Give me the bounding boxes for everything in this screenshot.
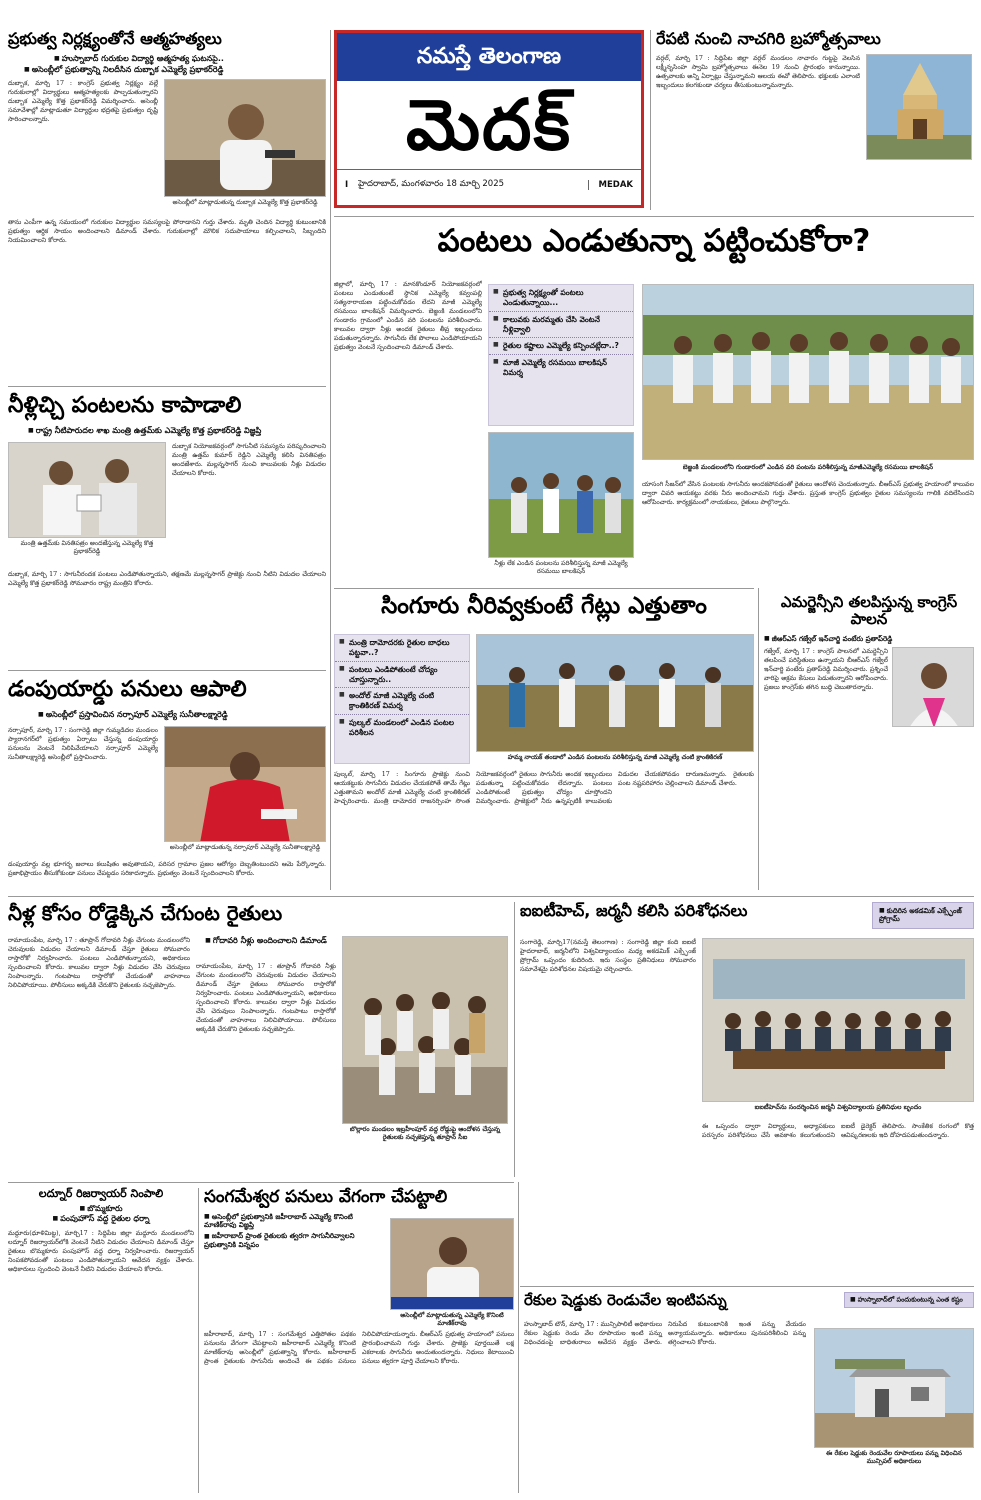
chegunta-photo (342, 936, 508, 1124)
mla-manikrao-photo (390, 1218, 514, 1310)
article-suicide-sub-1: ■ హుస్నాబాద్ గురుకుల విద్యార్థి ఆత్మహత్య ఘటనపై.. (54, 54, 326, 64)
article-dumpyard-body: నర్సాపూర్, మార్చి 17 : సంగారెడ్డి జిల్లా గుమ్మడిదల మండలం ప్యారానగర్‌లో ప్రభుత్వం ఏర్పాటు చేస్తున్న డంపుయార్డు పనులను వెంటనే నిలిపివేయాలని నర్సాపూర్ ఎమ్మెల్యే సునీతాలక్ష్మారెడ్డి అసెంబ్లీలో ప్రస్తావించారు. (8, 726, 158, 761)
shed-photo (814, 1328, 974, 1448)
sangameshwara-headline: సంగమేశ్వర పనులు వేగంగా చేపట్టాలి (204, 1187, 448, 1207)
left-column (8, 30, 326, 890)
emergency-headline: ఎమర్జెన్సీని తలపిస్తున్న కాంగ్రెస్ పాలన (780, 593, 958, 628)
shed-photo-caption: ఈ రేకుల షెడ్డుకు రెండువేల రూపాయలు పన్ను విధించిన మున్సిపల్ అధికారులు (826, 1450, 962, 1466)
emergency-body: గజ్వేల్, మార్చి 17 : కాంగ్రెస్ పాలనలో ఎమర్జెన్సీని తలపించే పరిస్థితులు ఉన్నాయని బీఆర్ఎస్ గజ్వేల్ ఇన్‌చార్జి వంటేరు ప్రతాప్‌రెడ్డి విమర్శించారు. ప్రశ్నించే వారిపై అక్రమ కేసులు పెడుతున్నారని ఆరోపించారు. ప్రజలు కాంగ్రెస్‌కు తగిన బుద్ధి చెబుతారన్నారు. (764, 648, 888, 692)
singur-highlight-3: ■ అందోల్ మాజీ ఎమ్మెల్యే చంటి క్రాంతికిరణ్ విమర్శ (335, 688, 469, 715)
article-suicide-sub-2: ■ అసెంబ్లీలో ప్రభుత్వాన్ని నిలదీసిన దుబ్బాక ఎమ్మెల్యే ప్రభాకర్‌రెడ్డి (24, 65, 326, 75)
mla-prabhakar-photo (164, 79, 326, 197)
brahmotsavam-body: వర్గల్, మార్చి 17 : సిద్దిపేట జిల్లా వర్గల్ మండలం నాచారం గుట్టపై వెలసిన లక్ష్మీనృసింహ స్వామి బ్రహ్మోత్సవాలు ఈనెల 19 నుంచి ప్రారంభం కానున్నాయి. ఉత్సవాలకు అన్ని ఏర్పాట్లు చేస్తున్నామని ఆలయ ఈవో తెలిపారు. భక్తులకు ఎలాంటి ఇబ్బందులు కలగకుండా చర్యలు తీసుకుంటున్నామన్నారు. (656, 54, 860, 89)
paper-name-banner (337, 33, 641, 81)
iith-photo-caption: ఐఐటీహెచ్‌ను సందర్శించిన జర్మనీ విశ్వవిద్యాలయ ప్రతినిధుల బృందం (754, 1104, 922, 1111)
ladnur-sub-1: ■ బొమ్మకూరు (8, 1204, 194, 1214)
sangameshwara-sub-2: ■ జహీరాబాద్ ప్రాంత రైతులకు త్వరగా సాగునీరివ్వాలని ప్రభుత్వానికి విన్నపం (204, 1232, 384, 1249)
article-water-crops-headline: నీళ్లిచ్చి పంటలను కాపాడాలి (8, 393, 242, 418)
mla-sunitha-caption: అసెంబ్లీలో మాట్లాడుతున్న నర్సాపూర్ ఎమ్మెల్యే సునీతాలక్ష్మారెడ్డి (169, 843, 321, 851)
ladnur-sub-2: ■ పంపుహౌస్ వద్ద రైతుల ధర్నా (8, 1214, 194, 1224)
sangameshwara-body: జహీరాబాద్, మార్చి 17 : సంగమేశ్వర ఎత్తిపోతల పథకం పనులను వేగంగా చేపట్టాలని జహీరాబాద్ ఎమ్మెల్యే కొనింటి మాణిక్‌రావు అసెంబ్లీలో ప్రభుత్వాన్ని కోరారు. జహీరాబాద్ ప్రాంత రైతులకు సాగునీరు అందించే ఈ పథకం పనులు నిలిచిపోయాయన్నారు. బీఆర్ఎస్ ప్రభుత్వ హయాంలో పనులు ప్రారంభించామని గుర్తు చేశారు. ప్రాజెక్టు పూర్తయితే లక్ష ఎకరాలకు సాగునీరు అందుతుందన్నారు. నిధులు కేటాయించి పనులు త్వరగా పూర్తి చేయాలని కోరారు. (204, 1331, 514, 1365)
shed-tax-body: హుస్నాబాద్ టౌన్, మార్చి 17 : మున్సిపాలిటీ అధికారులు రేకుల షెడ్డుకు రెండు వేల రూపాయల ఇంటి పన్ను విధించడంపై బాధితురాలు ఆవేదన వ్యక్తం చేశారు. నిరుపేద కుటుంబానికి ఇంత పన్ను వేయడం అన్యాయమన్నారు. అధికారులు పునఃపరిశీలించి పన్ను తగ్గించాలని కోరారు. (524, 1321, 806, 1346)
chegunta-photo-caption: బొల్లారం మండలం ఇబ్రహీంపూర్ వద్ద రోడ్డుపై ఆందోళన చేస్తున్న రైతులకు నచ్చజెప్తున్న తూప్రాన్ సీఐ (349, 1126, 501, 1142)
shed-tax-tag (844, 1292, 974, 1308)
singur-highlight-1: ■ మంత్రి దామోదరకు రైతుల బాధలు పట్టవా..? (335, 635, 469, 662)
sangameshwara-sub-1: ■ అసెంబ్లీలో ప్రభుత్వానికి జహీరాబాద్ ఎమ్మెల్యే కొనింటి మాణిక్‌రావు విజ్ఞప్తి (204, 1213, 384, 1230)
lead-highlight-4: ■ మాజీ ఎమ్మెల్యే రసమయి బాలకిషన్ విమర్శ (489, 355, 633, 381)
chegunta-body-2: రామాయంపేట, మార్చి 17 : తూప్రాన్ గోదావరి నీళ్లు చేగుంట మండలంలోని చెరువులకు విడుదల చేయాలని డిమాండ్ చేస్తూ రైతులు సోమవారం రాస్తారోకో నిర్వహించారు. పంటలు ఎండిపోతున్నాయని, అధికారులు స్పందించాలని కోరారు. కాలువల ద్వారా నీళ్లు విడుదల చేసి చెరువులు నింపాలన్నారు. గంటపాటు రాస్తారోకో చేయడంతో వాహనాలు నిలిచిపోయాయి. పోలీసులు అక్కడికి చేరుకొని రైతులకు నచ్చజెప్పారు. (196, 963, 336, 1033)
iith-headline: ఐఐటీహెచ్, జర్మనీ కలిసి పరిశోధనలు (520, 901, 748, 920)
emergency-sub: ■ జీఆర్ఎస్ గజ్వేల్ ఇన్‌చార్జి వంటేరు ప్రతాప్‌రెడ్డి (764, 635, 974, 643)
lead-body-2: యాసంగి సీజన్‌లో వేసిన పంటలకు సాగునీరు అందకపోవడంతో రైతులు ఆందోళన చెందుతున్నారు. బీఆర్ఎస్ ప్రభుత్వ హయాంలో కాలువల ద్వారా చివరి ఆయకట్టు వరకు నీరు అందించామని గుర్తు చేశారు. ప్రస్తుత కాంగ్రెస్ ప్రభుత్వం రైతుల సమస్యలను గాలికి వదిలేసిందని ఆరోపించారు. కార్యక్రమంలో నాయకులు, రైతులు పాల్గొన్నారు. (642, 481, 974, 506)
singur-highlights (334, 634, 470, 764)
lead-photo-small (488, 432, 634, 558)
chegunta-body-1: రామాయంపేట, మార్చి 17 : తూప్రాన్ గోదావరి నీళ్లు చేగుంట మండలంలోని చెరువులకు విడుదల చేయాలని డిమాండ్ చేస్తూ రైతులు సోమవారం రాస్తారోకో నిర్వహించారు. పంటలు ఎండిపోతున్నాయని, అధికారులు స్పందించాలని కోరారు. కాలువల ద్వారా నీళ్లు విడుదల చేసి చెరువులు నింపాలన్నారు. గంటపాటు రాస్తారోకో చేయడంతో వాహనాలు నిలిచిపోయాయి. పోలీసులు అక్కడికి చేరుకొని రైతులకు నచ్చజెప్పారు. (8, 937, 190, 989)
iith-body: సంగారెడ్డి, మార్చి17(నమస్తే తెలంగాణ) : సంగారెడ్డి జిల్లా కంది ఐఐటీ హైదరాబాద్, జర్మనీలోని విశ్వవిద్యాలయం మధ్య అకడమిక్ ఎక్స్ఛేంజ్ ప్రోగ్రామ్ ఒప్పందం కుదిరింది. ఇరు సంస్థల ప్రతినిధులు సోమవారం సమావేశమై పరిశోధనల విషయమై చర్చించారు. (520, 939, 696, 973)
lead-photo-small-caption: నీళ్లు లేక ఎండిన పంటలను పరిశీలిస్తున్న మాజీ ఎమ్మెల్యే రసమయి బాలకిషన్ (494, 560, 628, 576)
sangameshwara-article (204, 1188, 514, 1493)
singur-headline: సింగూరు నీరివ్వకుంటే గేట్లు ఎత్తుతాం (381, 593, 707, 619)
chegunta-headline: నీళ్ల కోసం రోడ్డెక్కిన చేగుంట రైతులు (8, 901, 283, 925)
chegunta-sub: ■ గోదావరి నీళ్లు అందించాలని డిమాండ్ (196, 936, 336, 946)
singur-photo (476, 634, 754, 752)
lead-highlight-1: ■ ప్రభుత్వ నిర్లక్ష్యంతో పంటలు ఎండుతున్నాయి... (489, 285, 633, 312)
singur-body: పుల్కల్, మార్చి 17 : సింగూరు ప్రాజెక్టు నుంచి ఆయకట్టుకు సాగునీరు విడుదల చేయకపోతే తామే గేట్లు ఎత్తుతామని అందోల్ మాజీ ఎమ్మెల్యే చంటి క్రాంతికిరణ్ హెచ్చరించారు. మంత్రి దామోదర రాజనర్సింహ సొంత నియోజకవర్గంలో రైతులు సాగునీరు అందక ఇబ్బందులు పడుతున్నా పట్టించుకోవడం లేదన్నారు. పంటలు ఎండిపోతుంటే ప్రభుత్వం చోద్యం చూస్తోందని విమర్శించారు. ప్రాజెక్టులో నీరు ఉన్నప్పటికీ కాలువలకు విడుదల చేయకపోవడం దారుణమన్నారు. రైతులకు పంట నష్టపరిహారం చెల్లించాలని డిమాండ్ చేశారు. (334, 771, 754, 805)
prathap-reddy-photo (892, 647, 974, 727)
minister-uttam-caption: మంత్రి ఉత్తమ్‌కు వినతిపత్రం అందజేస్తున్న ఎమ్మెల్యే కొత్త ప్రభాకర్‌రెడ్డి (20, 539, 154, 555)
iith-tag (872, 902, 974, 929)
brahmotsavam-headline: రేపటి నుంచి నాచగిరి బ్రహ్మోత్సవాలు (656, 29, 881, 48)
article-suicide-headline: ప్రభుత్వ నిర్లక్ష్యంతోనే ఆత్మహత్యలు (8, 29, 222, 48)
article-suicide-body: దుబ్బాక, మార్చి 17 : కాంగ్రెస్ ప్రభుత్వ నిర్లక్ష్యం వల్లే గురుకులాల్లో విద్యార్థులు ఆత్మహత్యలకు పాల్పడుతున్నారని దుబ్బాక ఎమ్మెల్యే కొత్త ప్రభాకర్‌రెడ్డి విమర్శించారు. అసెంబ్లీ సమావేశాల్లో మాట్లాడుతూ విద్యార్థుల భద్రతపై ప్రభుత్వం దృష్టి సారించాలన్నారు. (8, 79, 158, 123)
minister-uttam-photo (8, 442, 166, 538)
article-water-crops-body: దుబ్బాక నియోజకవర్గంలో సాగునీటి సమస్యను పరిష్కరించాలని మంత్రి ఉత్తమ్ కుమార్ రెడ్డిని ఎమ్మెల్యే కలిసి వినతిపత్రం అందజేశారు. మల్లన్నసాగర్ నుంచి కాలువలకు నీళ్లు విడుదల చేయాలని కోరారు. (172, 442, 326, 477)
ladnur-body: మద్దూరు(ధూళిమిట్ట), మార్చి17 : సిద్దిపేట జిల్లా మద్దూరు మండలంలోని లద్నూర్ రిజర్వాయర్‌లోకి వెంటనే నీటిని విడుదల చేయాలని డిమాండ్ చేస్తూ రైతులు బొమ్మకూరు పంపుహౌస్ వద్ద ధర్నా నిర్వహించారు. రిజర్వాయర్ నింపకపోవడంతో పంటలు ఎండిపోతున్నాయని ఆవేదన వ్యక్తం చేశారు. అధికారులు స్పందించి వెంటనే నీటిని విడుదల చేయాలని కోరారు. (8, 1230, 194, 1274)
iith-tag-text: ■ కుదిరిన అకడమిక్ ఎక్స్ఛేంజ్ ప్రోగ్రామ్ (879, 907, 967, 924)
lead-story (334, 280, 974, 580)
article-dumpyard-body-2: డంపుయార్డు వల్ల భూగర్భ జలాలు కలుషితం అవుతాయని, పరిసర గ్రామాల ప్రజల ఆరోగ్యం దెబ్బతింటుందని ఆమె పేర్కొన్నారు. ప్రజాభిప్రాయం తీసుకోకుండా పనులు చేపట్టడం సరికాదన్నారు. ప్రభుత్వం వెంటనే స్పందించాలని కోరారు. (8, 860, 326, 877)
singur-article (334, 594, 754, 890)
lead-body: జిల్లాలో, మార్చి 17 : మానకొండూర్ నియోజకవర్గంలో పంటలు ఎండుతుంటే స్థానిక ఎమ్మెల్యే కవ్వంపల్లి సత్యనారాయణ పట్టించుకోవడం లేదని మాజీ ఎమ్మెల్యే రసమయి బాలకిషన్ విమర్శించారు. బెజ్జంకి మండలంలోని గుండారం గ్రామంలో ఎండిన వరి పంటలను పరిశీలించారు. కాలువల ద్వారా నీళ్లు అందక రైతులు తీవ్ర ఇబ్బందులు పడుతున్నారన్నారు. సాగునీరు లేక పొలాలు ఎండిపోయాయని ప్రభుత్వం వెంటనే స్పందించాలని డిమాండ్ చేశారు. (334, 281, 482, 351)
singur-photo-caption: హమ్మ నాయక్ తండాలో ఎండిన పంటలను పరిశీలిస్తున్న మాజీ ఎమ్మెల్యే చంటి క్రాంతికిరణ్ (507, 754, 723, 761)
article-suicide-body-2: తాను ఎంపీగా ఉన్న సమయంలో గురుకుల విద్యార్థుల సమస్యలపై పోరాడానని గుర్తు చేశారు. మృతి చెందిన విద్యార్థి కుటుంబానికి ప్రభుత్వం ఆర్థిక సాయం అందించాలని డిమాండ్ చేశారు. గురుకులాల్లో మౌలిక సదుపాయాలు కల్పించాలని, సిబ్బందిని నియమించాలని కోరారు. (8, 218, 326, 244)
lead-photo-large (642, 284, 974, 460)
iith-body-2: ఈ ఒప్పందం ద్వారా విద్యార్థులు, అధ్యాపకులు పరస్పరం పరిశోధనలు చేసే అవకాశం కలుగుతుందని ఐఐటీ డైరెక్టర్ తెలిపారు. సాంకేతిక రంగంలో కొత్త ఆవిష్కరణలకు ఇది దోహదపడుతుందన్నారు. (702, 1123, 974, 1139)
dateline: హైదరాబాద్, మంగళవారం 18 మార్చి 2025 (358, 178, 505, 189)
article-dumpyard-headline: డంపుయార్డు పనులు ఆపాలి (8, 677, 247, 702)
article-water-crops-sub: ■ రాష్ట్ర నీటిపారుదల శాఖ మంత్రి ఉత్తమ్‌కు ఎమ్మెల్యే కొత్త ప్రభాకర్‌రెడ్డి విజ్ఞప్తి (28, 426, 326, 436)
article-water-crops-body-2: దుబ్బాక, మార్చి 17 : సాగునీరందక పంటలు ఎండిపోతున్నాయని, తక్షణమే మల్లన్నసాగర్ ప్రాజెక్టు నుంచి నీటిని విడుదల చేయాలని ఎమ్మెల్యే కొత్త ప్రభాకర్‌రెడ్డి సోమవారం రాష్ట్ర మంత్రిని కోరారు. (8, 570, 326, 587)
singur-highlight-4: ■ పుల్కల్ మండలంలో ఎండిన పంటల పరిశీలన (335, 715, 469, 741)
shed-tax-article (524, 1292, 974, 1492)
shed-tax-tag-text: ■ హుస్నాబాద్‌లో పందుకుంటున్న ఎంత కష్టం (850, 1296, 968, 1304)
mla-sunitha-photo (164, 726, 326, 842)
ladnur-headline: లద్నూర్ రిజర్వాయర్ నింపాలి (38, 1187, 164, 1200)
mla-prabhakar-caption: అసెంబ్లీలో మాట్లాడుతున్న దుబ్బాక ఎమ్మెల్యే కొత్త ప్రభాకర్‌రెడ్డి (172, 198, 318, 206)
singur-highlight-2: ■ పంటలు ఎండిపోతుంటే చోద్యం చూస్తున్నారు.. (335, 662, 469, 689)
masthead (334, 30, 644, 208)
iith-article (520, 902, 974, 1282)
shed-tax-headline: రేకుల షెడ్డుకు రెండువేల ఇంటిపన్ను (524, 1291, 727, 1309)
right-top-article (656, 30, 974, 212)
ladnur-article (8, 1188, 194, 1493)
article-dumpyard-sub: ■ అసెంబ్లీలో ప్రస్తావించిన నర్సాపూర్ ఎమ్మెల్యే సునీతాలక్ష్మారెడ్డి (38, 710, 326, 720)
lead-photo-large-caption: బెజ్జంకి మండలంలోని గుండారంలో ఎండిన వరి పంటను పరిశీలిస్తున్న మాజీఎమ్మెల్యే రసమయి బాలకిషన్ (682, 464, 934, 471)
lead-headline: పంటలు ఎండుతున్నా పట్టించుకోరా? (437, 223, 871, 259)
lead-highlight-2: ■ కాలువకు మరమ్మతు చేసి వెంటనే నీళ్లివ్వాలి (489, 312, 633, 339)
iith-photo (702, 938, 974, 1102)
edition-tag: MEDAK (588, 180, 634, 190)
lead-highlights (488, 284, 634, 426)
issue-number: I (345, 179, 349, 190)
mla-manikrao-caption: అసెంబ్లీలో మాట్లాడుతున్న ఎమ్మెల్యే కొనింటి మాణిక్‌రావు (400, 1312, 504, 1328)
lead-highlight-3: ■ రైతుల కష్టాలు ఎమ్మెల్యే కన్పించట్లేదా..? (489, 338, 633, 355)
temple-photo (866, 54, 972, 160)
emergency-article (764, 594, 974, 890)
edition-title: మెదక్ (405, 84, 573, 166)
paper-name: నమస్తే తెలంగాణ (416, 43, 562, 69)
chegunta-article (8, 902, 508, 1177)
